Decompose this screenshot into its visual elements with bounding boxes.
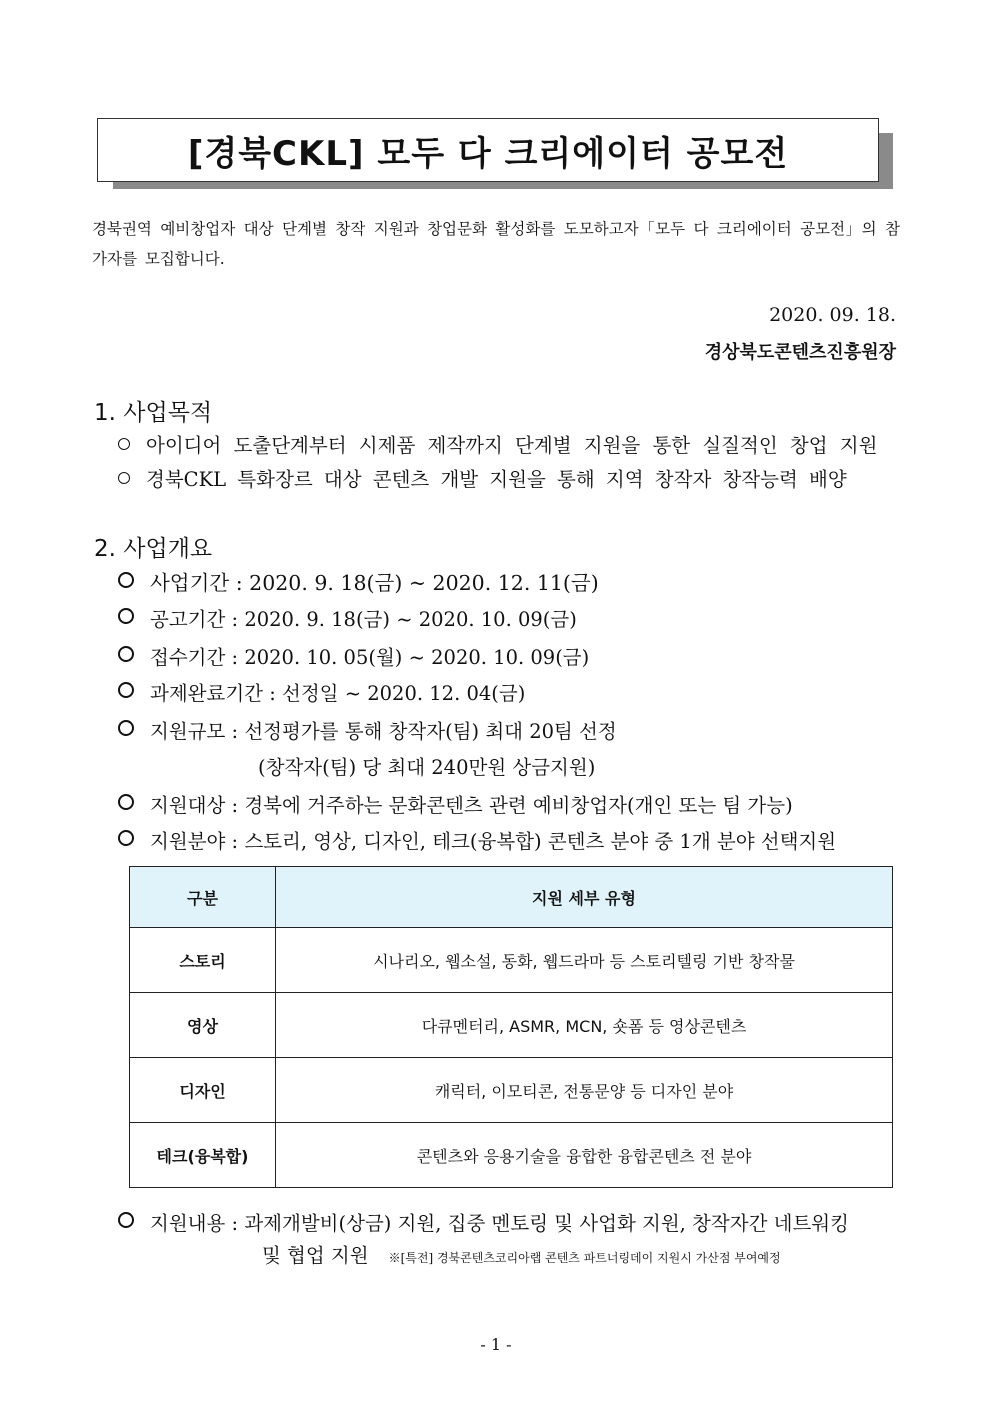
- section-heading-purpose: 1. 사업목적: [94, 400, 213, 426]
- list-item-continuation: 및 협업 지원 ※[특전] 경북콘텐츠코리아랩 콘텐츠 파트너링데이 지원시 가산점 부여예정: [262, 1244, 781, 1267]
- issuer-name: 경상북도콘텐츠진흥원장: [704, 342, 896, 363]
- list-item: 지원규모 : 선정평가를 통해 창작자(팀) 최대 20팀 선정: [118, 716, 617, 744]
- table-cell-category: 스토리: [130, 928, 276, 993]
- table-header-category: 구분: [130, 867, 276, 928]
- page-title: [경북CKL] 모두 다 크리에이터 공모전: [97, 118, 879, 182]
- table-row: [130, 1123, 893, 1188]
- section-heading-overview: 2. 사업개요: [94, 536, 213, 562]
- list-item: 사업기간 : 2020. 9. 18(금) ~ 2020. 12. 11(금): [118, 566, 599, 596]
- list-item: 지원대상 : 경북에 거주하는 문화콘텐츠 관련 예비창업자(개인 또는 팀 가능): [118, 790, 793, 818]
- circle-bullet-icon: [118, 608, 134, 624]
- circle-bullet-icon: [118, 646, 134, 662]
- circle-bullet-icon: [118, 720, 134, 736]
- list-item: 과제완료기간 : 선정일 ~ 2020. 12. 04(금): [118, 678, 525, 706]
- list-item: 아이디어 도출단계부터 시제품 제작까지 단계별 지원을 통한 실질적인 창업 지원: [118, 430, 877, 458]
- announcement-date: 2020. 09. 18.: [769, 304, 896, 326]
- table-cell-category: 영상: [130, 993, 276, 1058]
- list-item-continuation: (창작자(팀) 당 최대 240만원 상금지원): [258, 756, 596, 779]
- circle-bullet-icon: [118, 438, 130, 450]
- list-item: 지원내용 : 과제개발비(상금) 지원, 집중 멘토링 및 사업화 지원, 창작자간 네트워킹: [118, 1208, 849, 1236]
- table-cell-detail: 시나리오, 웹소설, 동화, 웹드라마 등 스토리텔링 기반 창작물: [276, 928, 893, 993]
- table-cell-detail: 콘텐츠와 응용기술을 융합한 융합콘텐츠 전 분야: [276, 1123, 893, 1188]
- list-item: 지원분야 : 스토리, 영상, 디자인, 테크(융복합) 콘텐츠 분야 중 1개 분야 선택지원: [118, 826, 836, 854]
- benefit-note: ※[특전] 경북콘텐츠코리아랩 콘텐츠 파트너링데이 지원시 가산점 부여예정: [388, 1251, 781, 1265]
- table-cell-category: 테크(융복합): [130, 1123, 276, 1188]
- circle-bullet-icon: [118, 572, 134, 588]
- circle-bullet-icon: [118, 682, 134, 698]
- table-cell-detail: 다큐멘터리, ASMR, MCN, 숏폼 등 영상콘텐츠: [276, 993, 893, 1058]
- circle-bullet-icon: [118, 472, 130, 484]
- list-item: 경북CKL 특화장르 대상 콘텐츠 개발 지원을 통해 지역 창작자 창작능력 배양: [118, 464, 847, 492]
- support-type-table: [129, 866, 893, 1188]
- circle-bullet-icon: [118, 1212, 134, 1228]
- circle-bullet-icon: [118, 794, 134, 810]
- table-cell-detail: 캐릭터, 이모티콘, 전통문양 등 디자인 분야: [276, 1058, 893, 1123]
- table-header-detail: 지원 세부 유형: [276, 867, 893, 928]
- list-item: 공고기간 : 2020. 9. 18(금) ~ 2020. 10. 09(금): [118, 604, 577, 632]
- table-row: [130, 928, 893, 993]
- page-number: - 1 -: [480, 1335, 512, 1354]
- intro-paragraph: 경북권역 예비창업자 대상 단계별 창작 지원과 창업문화 활성화를 도모하고자「모두 다 크리에이터 공모전」의 참가자를 모집합니다.: [92, 220, 900, 268]
- circle-bullet-icon: [118, 830, 134, 846]
- table-header-row: [130, 867, 893, 928]
- list-item: 접수기간 : 2020. 10. 05(월) ~ 2020. 10. 09(금): [118, 642, 589, 670]
- table-cell-category: 디자인: [130, 1058, 276, 1123]
- table-row: [130, 993, 893, 1058]
- table-row: [130, 1058, 893, 1123]
